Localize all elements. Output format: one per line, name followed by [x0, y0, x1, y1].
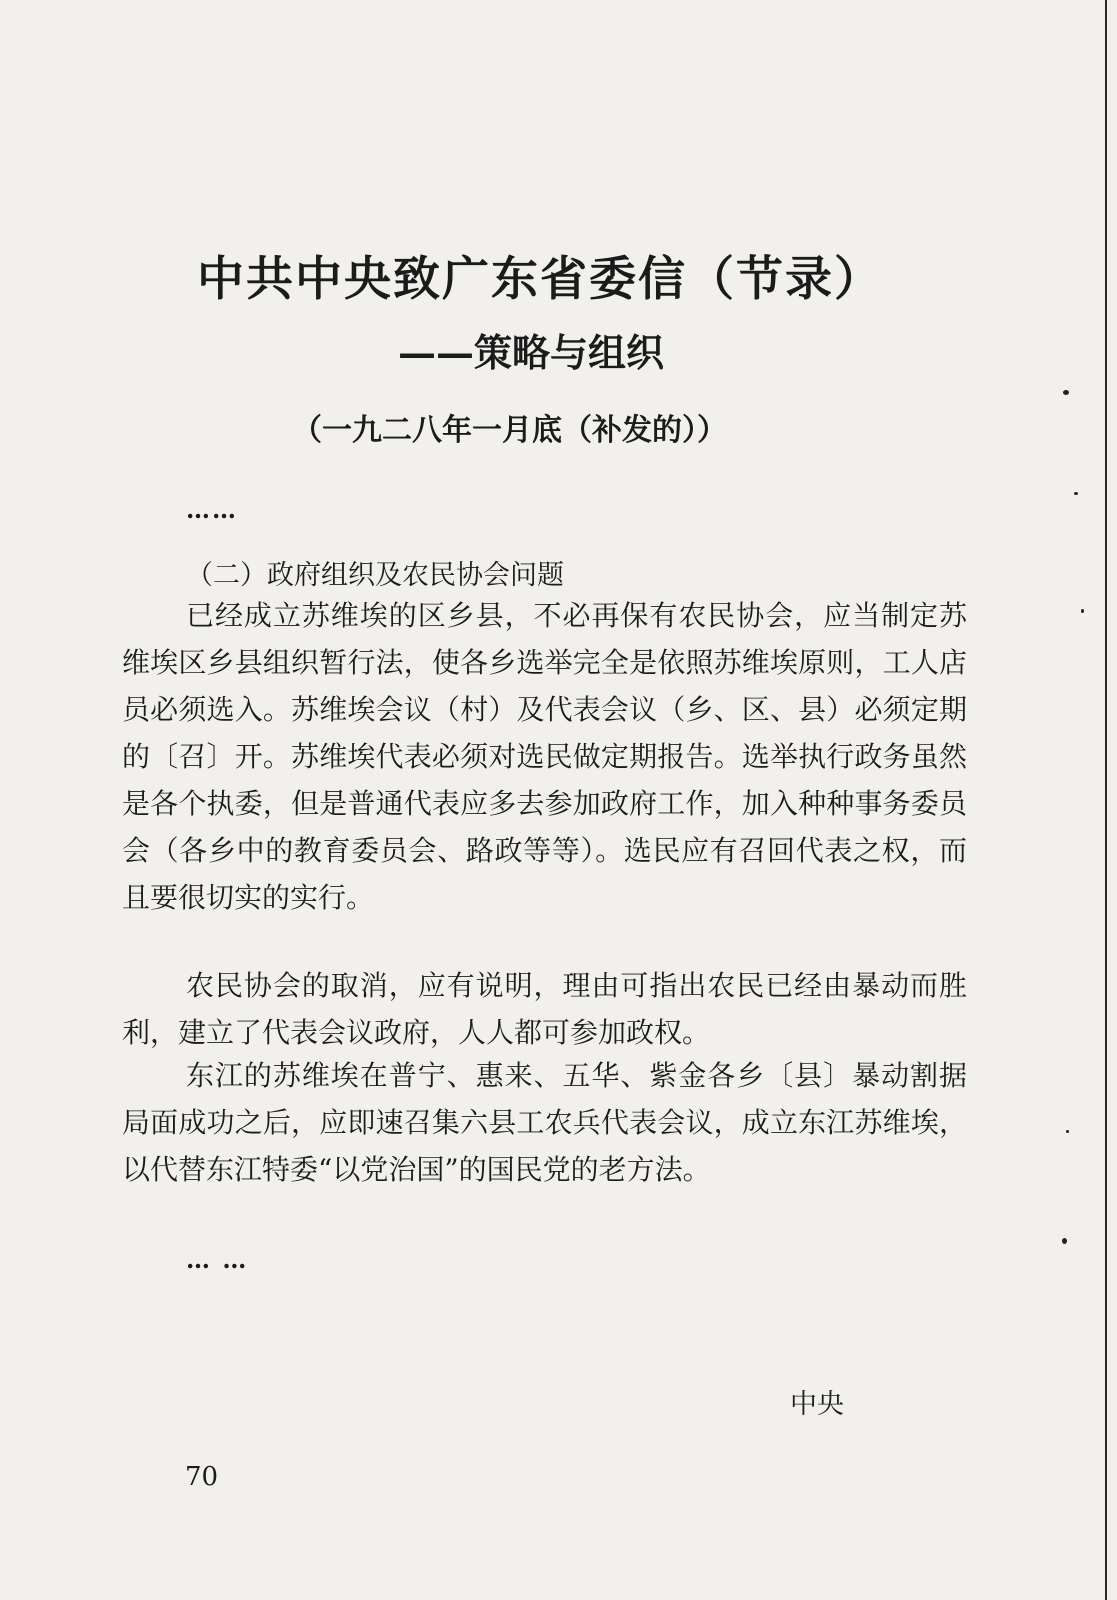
- document-subtitle: ——策略与组织: [398, 330, 665, 375]
- ellipsis-bottom: … …: [186, 1245, 249, 1274]
- scan-speck: [1081, 609, 1084, 613]
- page-edge-line: [1105, 0, 1107, 1600]
- section-heading: （二）政府组织及农民协会问题: [186, 560, 564, 591]
- document-date: （一九二八年一月底（补发的））: [292, 413, 727, 448]
- page-number: 70: [185, 1462, 219, 1492]
- scan-speck: [1063, 390, 1069, 395]
- paragraph-1: 已经成立苏维埃的区乡县，不必再保有农民协会，应当制定苏维埃区乡县组织暂行法，使各乡选举完全是依照苏维埃原则，工人店员必须选入。苏维埃会议（村）及代表会议（乡、区、县）必须定期的〔召〕开。苏维埃代表必须对选民做定期报告。选举执行政务虽然是各个执委，但是普通代表应多去参加政府工作，加入种种事务委员会（各乡中的教育委员会、路政等等）。选民应有召回代表之权，而且要很切实的实行。: [122, 599, 967, 914]
- signature: 中央: [790, 1389, 844, 1420]
- document-title: 中共中央致广东省委信（节录）: [197, 252, 883, 307]
- scan-speck: [1062, 1238, 1067, 1244]
- paragraph-2: 农民协会的取消，应有说明，理由可指出农民已经由暴动而胜利，建立了代表会议政府，人人都可参加政权。: [122, 969, 967, 1049]
- scan-speck: [1074, 492, 1078, 495]
- ellipsis-top: ……: [186, 495, 238, 524]
- scan-speck: [1066, 1130, 1069, 1133]
- paragraph-3: 东江的苏维埃在普宁、惠来、五华、紫金各乡〔县〕暴动割据局面成功之后，应即速召集六县工农兵代表会议，成立东江苏维埃，以代替东江特委“以党治国”的国民党的老方法。: [122, 1059, 967, 1186]
